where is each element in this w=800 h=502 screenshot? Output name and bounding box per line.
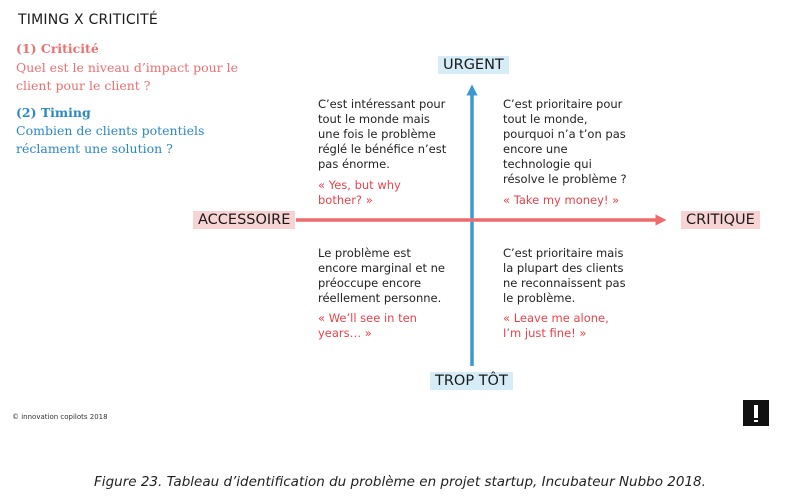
quadrant-top-right-text bbox=[503, 97, 673, 187]
quote-line: years… » bbox=[318, 326, 372, 340]
quadrant-bottom-left-text bbox=[318, 246, 488, 306]
quad-line: C’est intéressant pour bbox=[318, 97, 446, 111]
quadrant-bottom-right-text bbox=[503, 246, 673, 306]
criticite-line-2: client pour le client ? bbox=[16, 78, 151, 93]
quad-line: tout le monde mais bbox=[318, 112, 430, 126]
axis-label-trop-tot: TROP TÔT bbox=[430, 372, 513, 390]
quad-line: réellement personne. bbox=[318, 291, 442, 305]
axis-label-accessoire: ACCESSOIRE bbox=[193, 211, 295, 229]
timing-line-2: réclament une solution ? bbox=[16, 141, 173, 156]
quadrant-top-right-quote bbox=[503, 193, 673, 208]
criticite-line-1: Quel est le niveau d’impact pour le bbox=[16, 60, 239, 75]
quad-line: tout le monde, bbox=[503, 112, 588, 126]
quote-line: « We’ll see in ten bbox=[318, 311, 417, 325]
quote-line: « Leave me alone, bbox=[503, 311, 609, 325]
quad-line: résolve le problème ? bbox=[503, 172, 627, 186]
quad-line: C’est prioritaire mais bbox=[503, 246, 624, 260]
quad-line: pourquoi n’a t’on pas bbox=[503, 127, 626, 141]
quad-line: le problème. bbox=[503, 291, 576, 305]
quad-line: encore une bbox=[503, 142, 568, 156]
quadrant-bottom-right-quote bbox=[503, 311, 673, 341]
timing-heading: (2) Timing bbox=[16, 105, 91, 120]
quote-line: « Take my money! » bbox=[503, 193, 620, 207]
axis-label-critique: CRITIQUE bbox=[681, 211, 760, 229]
slide-title: TIMING X CRITICITÉ bbox=[18, 12, 158, 28]
quadrant-top-left-quote bbox=[318, 178, 488, 208]
quadrant-top-left-text bbox=[318, 97, 488, 172]
quad-line: pas énorme. bbox=[318, 157, 390, 171]
quad-line: encore marginal et ne bbox=[318, 261, 445, 275]
quad-line: C’est prioritaire pour bbox=[503, 97, 623, 111]
quote-line: I’m just fine! » bbox=[503, 326, 587, 340]
quad-line: réglé le bénéfice n’est bbox=[318, 142, 447, 156]
quad-line: préoccupe encore bbox=[318, 276, 422, 290]
quad-line: une fois le problème bbox=[318, 127, 436, 141]
quad-line: la plupart des clients bbox=[503, 261, 624, 275]
quote-line: « Yes, but why bbox=[318, 178, 401, 192]
quote-line: bother? » bbox=[318, 193, 373, 207]
brand-logo bbox=[743, 400, 769, 426]
quad-line: Le problème est bbox=[318, 246, 411, 260]
logo-mark-icon bbox=[743, 400, 769, 426]
axis-label-urgent: URGENT bbox=[438, 56, 509, 74]
quad-line: ne reconnaissent pas bbox=[503, 276, 626, 290]
figure-caption: Figure 23. Tableau d’identification du problème en projet startup, Incubateur Nubbo 2018. bbox=[94, 474, 706, 490]
copyright-notice: © innovation copilots 2018 bbox=[12, 413, 108, 421]
criticite-heading: (1) Criticité bbox=[16, 41, 99, 56]
quadrant-bottom-left-quote bbox=[318, 311, 488, 341]
quad-line: technologie qui bbox=[503, 157, 592, 171]
timing-line-1: Combien de clients potentiels bbox=[16, 123, 205, 138]
